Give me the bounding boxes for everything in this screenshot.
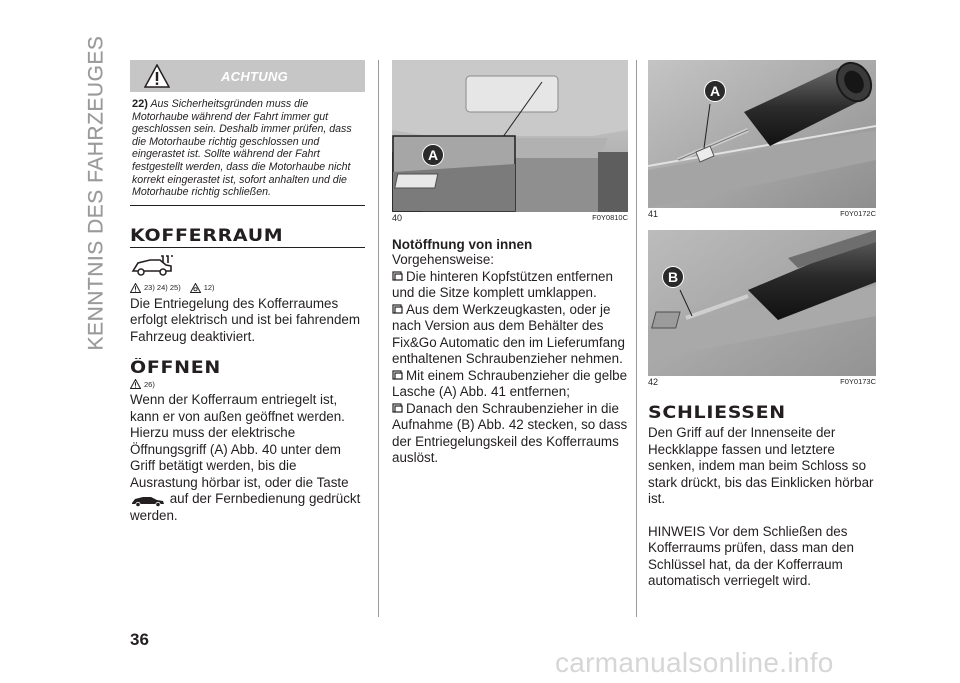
oeffnen-text-before: Wenn der Kofferraum entriegelt ist, kann er von außen geöffnet werden. Hierzu muss der elektrische Öffnungsgriff (A) Abb. 40 unter dem Griff betätigt werden, bis die Ausrastung hörbar ist, oder die Taste bbox=[130, 392, 349, 490]
checkbox-bullet-icon bbox=[392, 403, 403, 413]
page-number: 36 bbox=[130, 630, 149, 649]
figure-40-code: F0Y0810C bbox=[592, 213, 628, 222]
warning-header bbox=[130, 60, 365, 92]
warning-title: ACHTUNG bbox=[220, 68, 289, 84]
trunk-button-icon bbox=[130, 493, 166, 507]
column-left bbox=[130, 60, 365, 524]
notoeffnung-intro: Vorgehensweise: bbox=[392, 252, 494, 267]
warning-number: 22) bbox=[132, 98, 148, 110]
oeffnen-ref: 26) bbox=[144, 379, 155, 389]
column-right bbox=[648, 60, 876, 590]
figure-40-caption bbox=[392, 213, 628, 223]
trunk-open-icon bbox=[130, 254, 174, 276]
notoeffnung-step bbox=[392, 368, 628, 401]
small-warning-icon bbox=[130, 283, 141, 293]
rear-car-illustration bbox=[392, 60, 628, 212]
notoeffnung-step bbox=[392, 302, 628, 368]
footer-watermark-url: carmanualsonline.info bbox=[555, 647, 834, 678]
notoeffnung-step-2: Aus dem Werkzeugkasten, oder je nach Version aus dem Behälter des Fix&Go Automatic den im Lieferumfang enthaltenen Schraubenzieher nehmen. bbox=[392, 301, 625, 366]
side-title-text: KENNTNIS DES FAHRZEUGES bbox=[84, 35, 108, 351]
column-divider-1 bbox=[378, 60, 379, 617]
figure-42-image bbox=[648, 230, 876, 376]
checkbox-bullet-icon bbox=[392, 370, 403, 380]
small-caution-icon bbox=[190, 283, 201, 293]
column-divider-2 bbox=[636, 60, 637, 617]
figure-41-callout-a: A bbox=[704, 80, 726, 102]
kofferraum-heading-block bbox=[130, 226, 365, 248]
oeffnen-heading: ÖFFNEN bbox=[130, 358, 221, 378]
column-middle bbox=[392, 60, 628, 467]
kofferraum-heading: KOFFERRAUM bbox=[130, 225, 284, 245]
figure-42-caption bbox=[648, 377, 876, 387]
figure-41-code: F0Y0172C bbox=[840, 209, 876, 218]
figure-41-caption bbox=[648, 209, 876, 219]
warning-body bbox=[130, 92, 365, 206]
checkbox-bullet-icon bbox=[392, 304, 403, 314]
figure-40-callout-a: A bbox=[422, 144, 444, 166]
kofferraum-refs bbox=[130, 283, 365, 293]
figure-42-number: 42 bbox=[648, 377, 659, 387]
schliessen-text: Den Griff auf der Innenseite der Heckklappe fassen und letztere senken, indem man beim Schloss so stark drückt, bis das Einklicken hörbar ist. bbox=[648, 425, 874, 506]
checkbox-bullet-icon bbox=[392, 271, 403, 281]
warning-triangle-icon bbox=[144, 64, 170, 88]
oeffnen-refs bbox=[130, 379, 365, 389]
kofferraum-refs-a: 23) 24) 25) bbox=[144, 283, 181, 293]
figure-41-number: 41 bbox=[648, 209, 659, 219]
figure-40-image bbox=[392, 60, 628, 212]
figure-41-image bbox=[648, 60, 876, 208]
notoeffnung-step-4: Danach den Schraubenzieher in die Aufnahme (B) Abb. 42 stecken, so dass der Entriegelungskeil des Kofferraums auslöst. bbox=[392, 400, 628, 465]
screwdriver-slot-illustration bbox=[648, 230, 876, 376]
figure-42-code: F0Y0173C bbox=[840, 377, 876, 386]
oeffnen-text bbox=[130, 392, 365, 524]
kofferraum-refs-b: 12) bbox=[203, 283, 215, 293]
kofferraum-text: Die Entriegelung des Kofferraumes erfolgt elektrisch und ist bei fahrendem Fahrzeug deaktiviert. bbox=[130, 295, 360, 344]
schliessen-note: HINWEIS Vor dem Schließen des Kofferraums prüfen, dass man den Schlüssel hat, da der Kofferraum automatisch verriegelt wird. bbox=[648, 523, 854, 588]
screwdriver-tab-illustration bbox=[648, 60, 876, 208]
notoeffnung-step-1: Die hinteren Kopfstützen entfernen und die Sitze komplett umklappen. bbox=[392, 268, 613, 300]
notoeffnung-heading: Notöffnung von innen bbox=[392, 237, 533, 252]
notoeffnung-step bbox=[392, 401, 628, 467]
schliessen-heading: SCHLIESSEN bbox=[648, 403, 786, 422]
figure-42-callout-b: B bbox=[662, 266, 684, 288]
notoeffnung-step-3: Mit einem Schraubenzieher die gelbe Lasche (A) Abb. 41 entfernen; bbox=[392, 367, 628, 399]
small-warning-icon bbox=[130, 379, 141, 389]
oeffnen-text-after: auf der Fernbedienung gedrückt werden. bbox=[130, 491, 361, 523]
notoeffnung-step bbox=[392, 269, 628, 302]
warning-text: Aus Sicherheitsgründen muss die Motorhaube während der Fahrt immer gut geschlossen sein. Deshalb immer prüfen, dass die Motorhaube richtig geschlossen und eingerastet ist. Sollte während der Fahrt festgestellt werden, dass die Motorhaube nicht korrekt eingerastet ist, sofort anhalten und die Motorhaube richtig schließen. bbox=[132, 98, 352, 199]
side-section-title bbox=[76, 28, 116, 358]
figure-40-number: 40 bbox=[392, 213, 403, 223]
